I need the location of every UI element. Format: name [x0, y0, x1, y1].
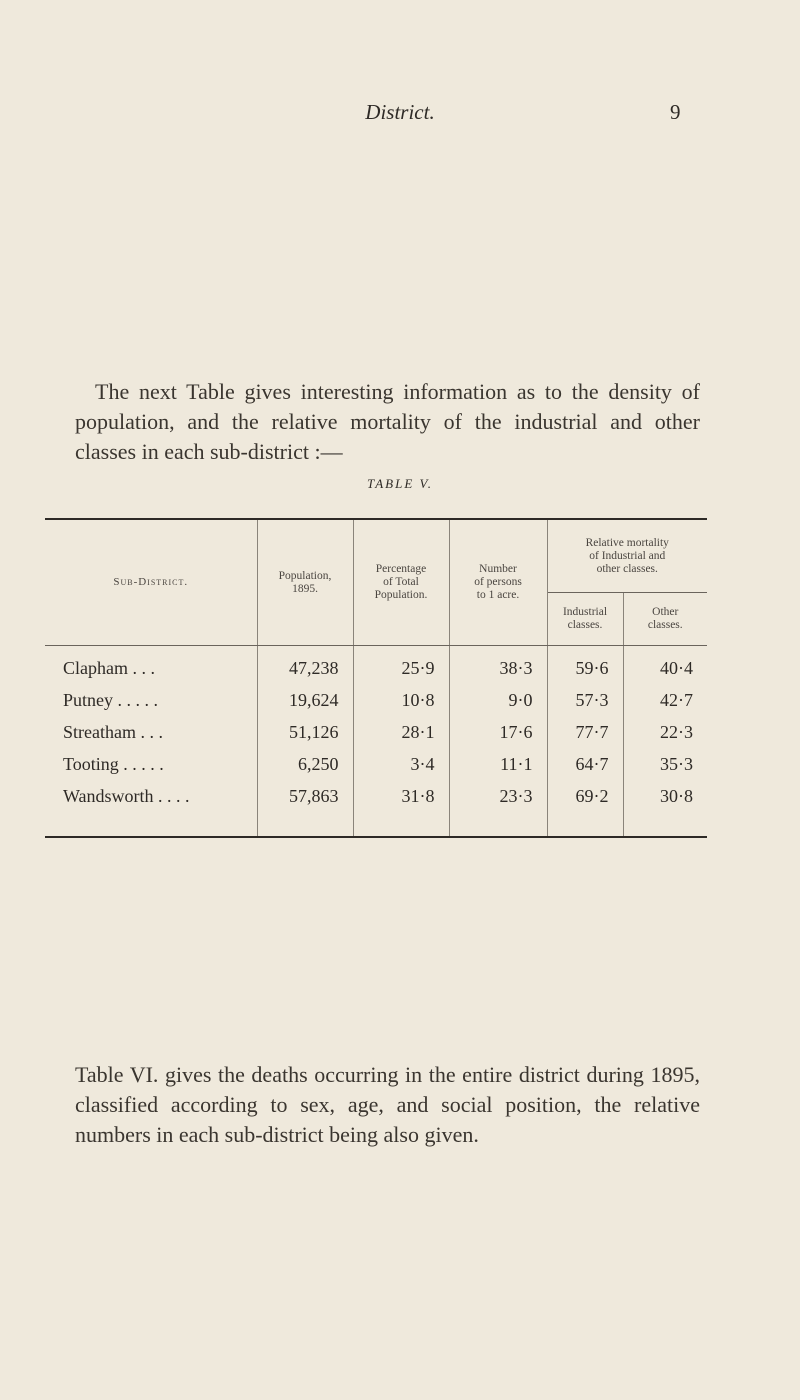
header-percentage-line2: of Total — [383, 576, 419, 588]
cell-sub-district: Streatham . . . — [63, 721, 163, 742]
cell-population: 57,863 — [257, 780, 353, 812]
cell-industrial-mortality: 59·6 — [547, 646, 623, 685]
header-percentage — [353, 520, 449, 645]
cell-other-mortality: 42·7 — [623, 684, 707, 716]
cell-other-mortality: 30·8 — [623, 780, 707, 812]
cell-percentage: 10·8 — [353, 684, 449, 716]
table-row — [45, 780, 707, 812]
cell-industrial-mortality: 64·7 — [547, 748, 623, 780]
header-persons-per-acre — [449, 520, 547, 645]
header-percentage-line3: Population. — [374, 589, 428, 601]
header-other-classes — [623, 593, 707, 646]
header-mortality-line3: other classes. — [596, 562, 658, 575]
cell-population: 51,126 — [257, 716, 353, 748]
cell-other-mortality: 35·3 — [623, 748, 707, 780]
header-persons-line2: of persons — [474, 576, 522, 588]
cell-industrial-mortality: 77·7 — [547, 716, 623, 748]
closing-paragraph: Table VI. gives the deaths occurring in the entire district during 1895, classified according to sex, age, and social position, the relative numbers in each sub-district being also given. — [75, 1062, 700, 1147]
header-population-line1: Population, — [278, 569, 332, 582]
cell-population: 6,250 — [257, 748, 353, 780]
header-mortality-line2: of Industrial and — [589, 549, 666, 562]
header-persons-line3: to 1 acre. — [476, 589, 520, 601]
cell-percentage: 31·8 — [353, 780, 449, 812]
header-persons-line1: Number — [479, 563, 517, 575]
cell-percentage: 3·4 — [353, 748, 449, 780]
cell-population: 47,238 — [257, 646, 353, 685]
cell-percentage: 28·1 — [353, 716, 449, 748]
header-industrial-classes — [547, 593, 623, 646]
cell-sub-district: Putney . . . . . — [63, 689, 159, 710]
cell-other-mortality: 22·3 — [623, 716, 707, 748]
intro-paragraph: The next Table gives interesting information as to the density of population, and the relative mortality of the industrial and other classes in each sub-district :— — [75, 379, 700, 464]
cell-other-mortality: 40·4 — [623, 646, 707, 685]
running-header: District. — [365, 100, 435, 124]
table-row — [45, 748, 707, 780]
table-spacer-row — [45, 812, 707, 836]
density-mortality-table — [45, 520, 707, 836]
cell-industrial-mortality: 69·2 — [547, 780, 623, 812]
cell-persons-per-acre: 23·3 — [449, 780, 547, 812]
cell-persons-per-acre: 11·1 — [449, 748, 547, 780]
cell-persons-per-acre: 17·6 — [449, 716, 547, 748]
header-sub-district — [45, 520, 257, 645]
header-industrial-line2: classes. — [567, 619, 603, 631]
header-relative-mortality — [547, 520, 707, 593]
cell-percentage: 25·9 — [353, 646, 449, 685]
header-other-line1: Other — [652, 606, 679, 618]
header-population — [257, 520, 353, 645]
cell-persons-per-acre: 9·0 — [449, 684, 547, 716]
header-percentage-line1: Percentage — [375, 563, 427, 575]
table-row — [45, 684, 707, 716]
header-mortality-line1: Relative mortality — [585, 536, 669, 549]
table-row — [45, 646, 707, 685]
header-other-line2: classes. — [647, 619, 683, 631]
header-population-line2: 1895. — [292, 582, 318, 595]
header-industrial-line1: Industrial — [562, 606, 608, 618]
cell-population: 19,624 — [257, 684, 353, 716]
cell-persons-per-acre: 38·3 — [449, 646, 547, 685]
cell-sub-district: Wandsworth . . . . — [63, 785, 190, 806]
table-v — [45, 518, 707, 838]
cell-industrial-mortality: 57·3 — [547, 684, 623, 716]
table-body — [45, 646, 707, 837]
cell-sub-district: Clapham . . . — [63, 657, 155, 678]
table-caption: TABLE V. — [366, 476, 434, 491]
page-number: 9 — [670, 100, 681, 124]
table-row — [45, 716, 707, 748]
header-sub-district-label: Sub-District. — [113, 576, 189, 588]
table-header — [45, 520, 707, 646]
cell-sub-district: Tooting . . . . . — [63, 753, 164, 774]
